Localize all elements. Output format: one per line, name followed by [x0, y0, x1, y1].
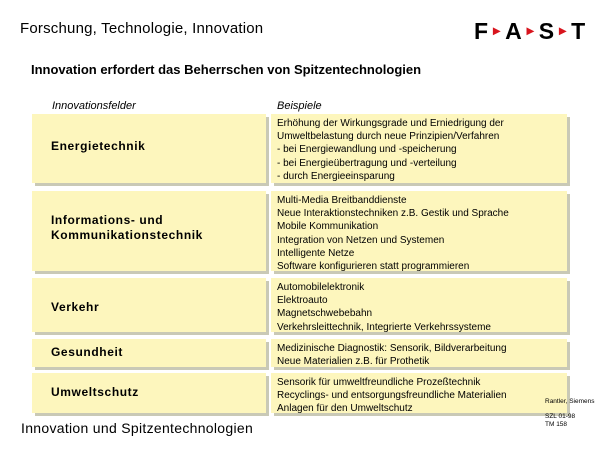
logo-letter: F [474, 18, 489, 44]
field-label [51, 345, 123, 360]
field-label-line: Informations- und [51, 213, 164, 227]
source-credit: Rantler, Siemens [545, 398, 595, 405]
field-label [51, 385, 139, 400]
field-label-line: Umweltschutz [51, 385, 139, 399]
example-item: Multi-Media Breitbanddienste [277, 195, 407, 206]
table-row [32, 278, 567, 332]
footer-title: Innovation und Spitzentechnologien [21, 420, 254, 436]
example-item: Magnetschwebebahn [277, 308, 373, 320]
slide-code-line: SZL 01-98 [545, 413, 576, 420]
field-label-line: Energietechnik [51, 139, 146, 153]
logo-letter: S [538, 18, 555, 44]
field-label [51, 139, 145, 154]
example-item: Automobilelektronik [277, 282, 365, 293]
example-item: Erhöhung der Wirkungsgrade und Erniedrigung der [277, 118, 504, 129]
example-item: Umweltbelastung durch neue Prinzipien/Verfahren [277, 131, 500, 143]
example-item: Integration von Netzen und Systemen [277, 234, 445, 246]
example-item: Neue Interaktionstechniken z.B. Gestik und Sprache [277, 208, 509, 220]
examples-list [277, 117, 504, 183]
example-item: Elektroauto [277, 295, 328, 307]
table-row [32, 191, 567, 271]
table-row [32, 373, 567, 413]
slide-code-line: TM 158 [545, 421, 568, 428]
example-item: Anlagen für den Umweltschutz [277, 403, 413, 415]
logo-letter: A [505, 18, 522, 44]
example-item: - bei Energiewandlung und -speicherung [277, 144, 457, 156]
example-item: - durch Energieeinsparung [277, 170, 395, 182]
examples-list [277, 281, 491, 334]
examples-list [277, 194, 509, 273]
logo-separator-icon: ▸ [526, 22, 534, 39]
table-row [32, 339, 567, 367]
example-item: Intelligente Netze [277, 247, 355, 259]
header-title: Forschung, Technologie, Innovation [20, 20, 264, 37]
example-item: Verkehrsleittechnik, Integrierte Verkehrssysteme [277, 321, 491, 333]
column-header-fields: Innovationsfelder [52, 100, 136, 112]
examples-list [277, 342, 507, 368]
example-item: - bei Energieübertragung und -verteilung [277, 157, 457, 169]
logo-separator-icon: ▸ [493, 22, 501, 39]
field-label-line: Verkehr [51, 300, 100, 314]
field-label [51, 213, 203, 243]
examples-list [277, 376, 507, 416]
logo-separator-icon: ▸ [559, 22, 567, 39]
table-row [32, 114, 567, 183]
slide-subtitle: Innovation erfordert das Beherrschen von Spitzentechnologien [31, 62, 422, 77]
field-label-line: Gesundheit [51, 345, 124, 359]
column-header-examples: Beispiele [277, 100, 322, 112]
example-item: Mobile Kommunikation [277, 221, 379, 233]
example-item: Software konfigurieren statt programmieren [277, 261, 470, 273]
field-label-line: Kommunikationstechnik [51, 228, 203, 242]
example-item: Recyclings- und entsorgungsfreundliche Materialien [277, 390, 507, 402]
field-label [51, 300, 99, 315]
fast-logo [474, 18, 585, 45]
example-item: Sensorik für umweltfreundliche Prozeßtechnik [277, 377, 481, 388]
example-item: Medizinische Diagnostik: Sensorik, Bildverarbeitung [277, 343, 507, 354]
example-item: Neue Materialien z.B. für Prothetik [277, 356, 430, 368]
slide-code [545, 413, 575, 429]
logo-letter: T [571, 18, 586, 44]
